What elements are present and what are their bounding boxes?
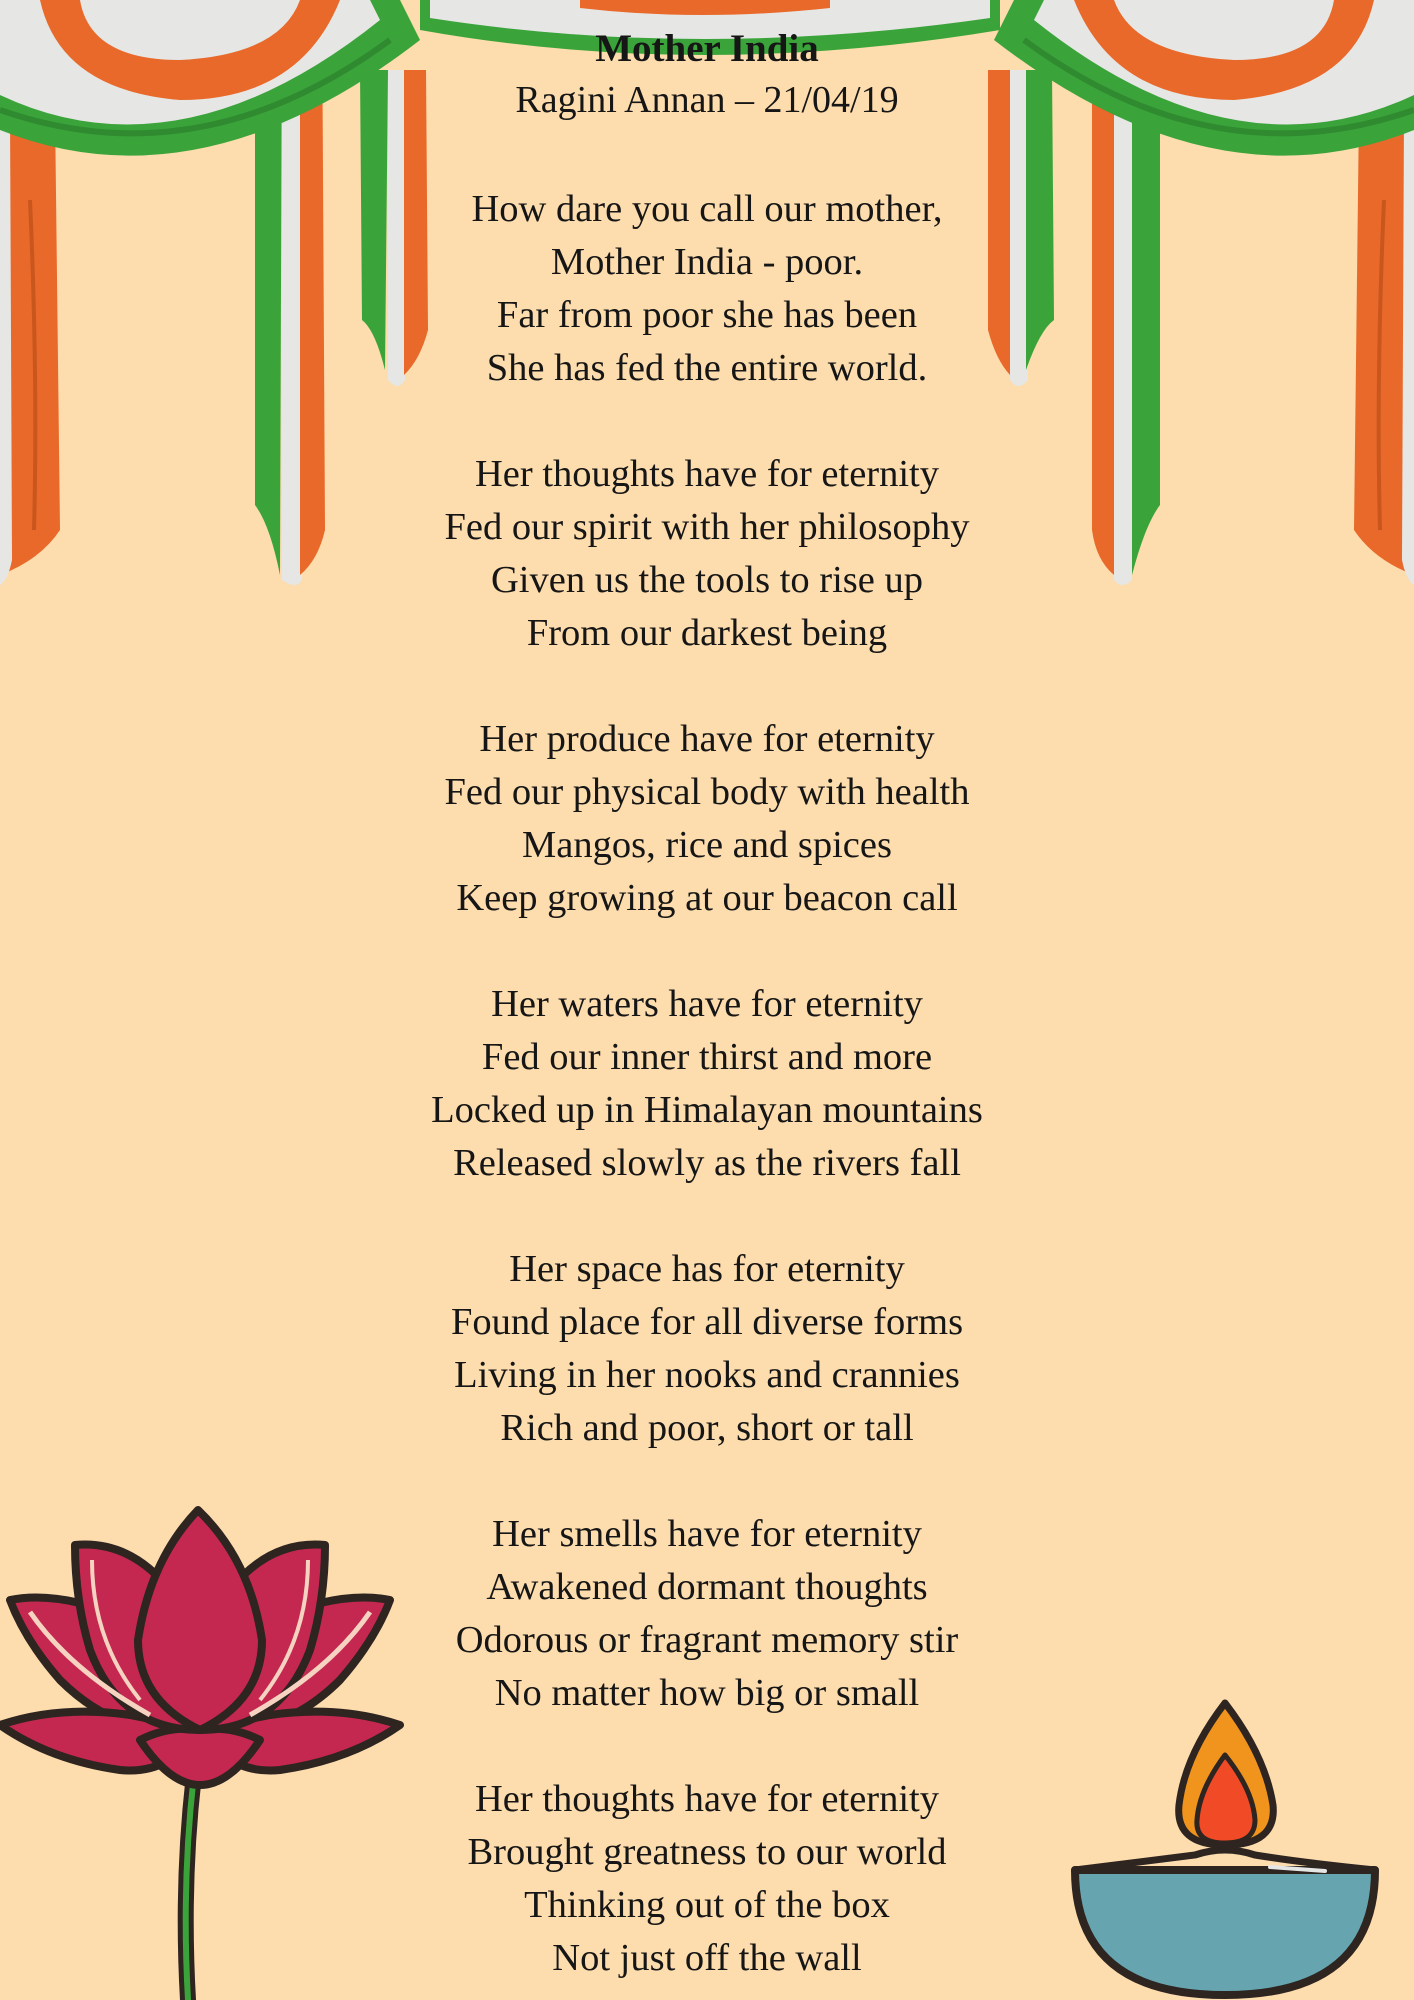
- poem-title: Mother India: [595, 27, 819, 70]
- poem-line: Thinking out of the box: [524, 1884, 890, 1926]
- poem-line: Odorous or fragrant memory stir: [455, 1619, 959, 1661]
- poem-line: Given us the tools to rise up: [490, 559, 924, 601]
- stanza-4: [357, 978, 1057, 1190]
- right-drape-outer: [1354, 110, 1414, 585]
- poem-line: Her produce have for eternity: [479, 718, 935, 760]
- stanza-3: [357, 713, 1057, 925]
- poem-line: Her space has for eternity: [509, 1248, 905, 1290]
- poem-line: From our darkest being: [526, 612, 888, 654]
- poem-line: Locked up in Himalayan mountains: [431, 1089, 983, 1131]
- poem-line: Fed our inner thirst and more: [481, 1036, 933, 1078]
- poem-line: Mangos, rice and spices: [522, 824, 892, 866]
- poem-line: Her thoughts have for eternity: [475, 1778, 939, 1820]
- poem-line: Her waters have for eternity: [491, 983, 923, 1025]
- poem-line: Not just off the wall: [552, 1937, 862, 1979]
- poem-line: No matter how big or small: [494, 1672, 920, 1714]
- poem-line: How dare you call our mother,: [471, 188, 943, 230]
- lotus-flower-illustration: [0, 1500, 410, 2000]
- stanza-5: [357, 1243, 1057, 1455]
- poem-line: Awakened dormant thoughts: [486, 1566, 928, 1608]
- stanza-6: [357, 1508, 1057, 1720]
- stanza-7: [357, 1773, 1057, 1985]
- diya-bowl: [1075, 1850, 1375, 1995]
- poem-line: Far from poor she has been: [496, 294, 918, 336]
- poem-line: Living in her nooks and crannies: [454, 1354, 960, 1396]
- stanza-1: [357, 183, 1057, 395]
- poem-line: Keep growing at our beacon call: [456, 877, 958, 919]
- poem-line: Her thoughts have for eternity: [475, 453, 939, 495]
- poem-line: Brought greatness to our world: [467, 1831, 947, 1873]
- poem-line: Found place for all diverse forms: [450, 1301, 964, 1343]
- right-swag: [994, 0, 1414, 156]
- poem-line: Her smells have for eternity: [492, 1513, 922, 1555]
- poem: [357, 20, 1057, 1985]
- poem-line: Rich and poor, short or tall: [500, 1407, 914, 1449]
- poem-line: Released slowly as the rivers fall: [453, 1142, 961, 1184]
- diya-lamp-illustration: [1065, 1695, 1385, 2000]
- diya-flame: [1179, 1703, 1274, 1845]
- left-drape-outer: [0, 110, 60, 585]
- poem-line: She has fed the entire world.: [486, 347, 928, 389]
- poem-line: Mother India - poor.: [550, 241, 864, 283]
- poem-line: Fed our physical body with health: [444, 771, 970, 813]
- stanza-2: [357, 448, 1057, 660]
- poem-line: Fed our spirit with her philosophy: [444, 506, 970, 548]
- poem-byline: Ragini Annan – 21/04/19: [515, 79, 899, 121]
